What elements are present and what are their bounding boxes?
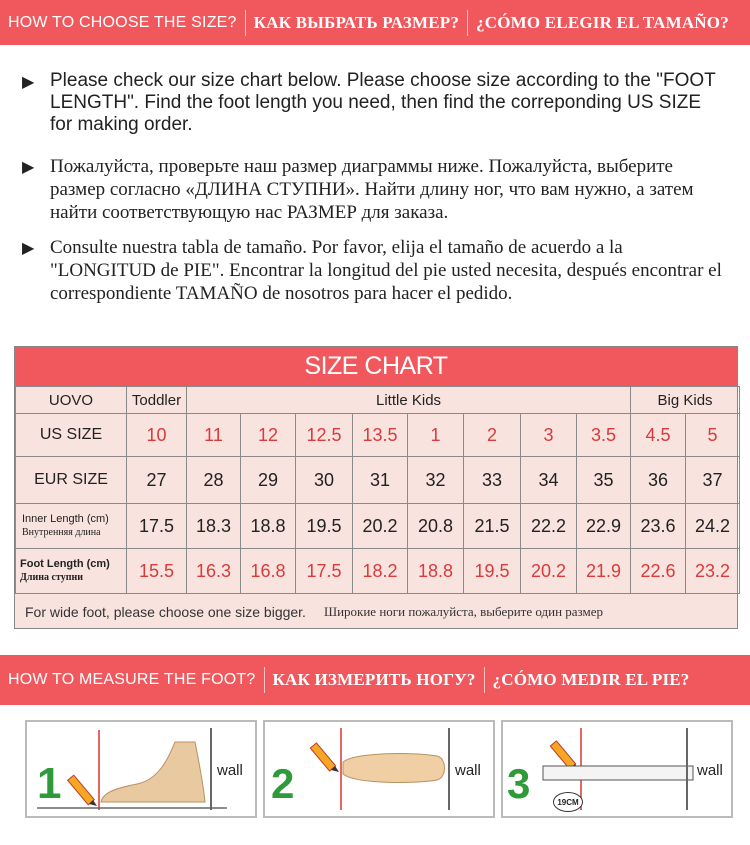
foot-length-cell: 16.3 [187,549,241,594]
wide-foot-note-ru: Широкие ноги пожалуйста, выберите один размер [323,604,604,619]
us-size-cell: 12.5 [296,414,353,457]
eur-size-label: EUR SIZE [16,457,127,504]
foot-length-label-ru: Длина ступни [20,572,84,583]
eur-size-cell: 37 [686,457,740,504]
us-size-cell: 12 [241,414,296,457]
triangle-bullet-icon: ▶ [22,240,35,257]
us-size-label: US SIZE [16,414,127,457]
us-size-cell: 13.5 [353,414,408,457]
inner-length-label-ru: Внутренняя длина [22,527,101,538]
us-size-row [16,414,740,457]
us-size-cell: 4.5 [631,414,686,457]
us-size-cell: 11 [187,414,241,457]
foot-length-cell: 19.5 [464,549,521,594]
inner-length-cell: 23.6 [631,504,686,549]
banner-title-es: ¿CÓMO ELEGIR EL TAMAÑO? [476,12,729,32]
table-header-row [16,387,740,414]
eur-size-cell: 34 [521,457,577,504]
banner-divider [484,667,485,693]
group-little-kids: Little Kids [187,387,631,414]
inner-length-cell: 20.2 [353,504,408,549]
eur-size-cell: 36 [631,457,686,504]
us-size-cell: 3.5 [577,414,631,457]
triangle-bullet-icon: ▶ [22,159,35,176]
eur-size-cell: 28 [187,457,241,504]
measurement-badge: 19CM [553,792,583,812]
inner-length-row [16,504,740,549]
wide-foot-note-en: For wide foot, please choose one size bigger. [25,604,306,620]
foot-length-cell: 18.2 [353,549,408,594]
inner-length-cell: 22.9 [577,504,631,549]
pencil-icon [68,775,97,806]
foot-length-cell: 15.5 [127,549,187,594]
step-number: 1 [37,759,62,808]
measure-step-3 [501,720,733,818]
step-number: 3 [507,760,531,807]
banner-title-ru: КАК ВЫБРАТЬ РАЗМЕР? [253,12,460,32]
foot-length-cell: 22.6 [631,549,686,594]
inner-length-cell: 18.8 [241,504,296,549]
wall-label: wall [455,762,481,779]
instruction-text-ru: Пожалуйста, проверьте наш размер диаграммы ниже. Пожалуйста, выберите размер согласно «ДЛИНА СТУПНИ». Найти длину ног, что вам нужно, а затем найти соответствующую нас РАЗМЕР для заказа. [50,156,694,223]
ruler-icon [543,766,693,780]
wall-label: wall [697,762,723,779]
foot-length-cell: 23.2 [686,549,740,594]
pencil-icon [310,743,339,772]
group-big-kids: Big Kids [631,387,740,414]
inner-length-cell: 22.2 [521,504,577,549]
measure-step-2 [263,720,495,818]
step-number: 2 [271,760,295,807]
inner-length-cell: 21.5 [464,504,521,549]
instruction-text-es: Consulte nuestra tabla de tamaño. Por favor, elija el tamaño de acuerdo a la "LONGITUD de PIE". Encontrar la longitud del pie usted necesita, después encontrar el correspondiente TAMAÑO de nosotros para hacer el pedido. [50,237,722,304]
foot-length-row [16,549,740,594]
foot-length-cell: 17.5 [296,549,353,594]
inner-length-label [16,504,127,549]
foot-length-cell: 18.8 [408,549,464,594]
foot-side-icon [101,742,205,802]
foot-length-cell: 20.2 [521,549,577,594]
instruction-es [22,236,722,305]
inner-length-cell: 24.2 [686,504,740,549]
eur-size-cell: 29 [241,457,296,504]
foot-length-cell: 16.8 [241,549,296,594]
banner-title-en: HOW TO CHOOSE THE SIZE? [8,13,237,31]
eur-size-cell: 32 [408,457,464,504]
measure-title-en: HOW TO MEASURE THE FOOT? [8,671,256,688]
inner-length-cell: 18.3 [187,504,241,549]
us-size-cell: 5 [686,414,740,457]
inner-length-cell: 20.8 [408,504,464,549]
banner-divider [245,10,246,36]
foot-length-label-en: Foot Length (cm) [20,558,110,570]
measure-title-ru: КАК ИЗМЕРИТЬ НОГУ? [272,670,476,689]
size-chart [14,346,738,629]
eur-size-cell: 27 [127,457,187,504]
eur-size-cell: 35 [577,457,631,504]
banner-divider [467,10,468,36]
foot-top-icon [343,754,445,783]
group-toddler: Toddler [127,387,187,414]
size-guide-banner [0,0,750,45]
inner-length-cell: 19.5 [296,504,353,549]
eur-size-cell: 31 [353,457,408,504]
inner-length-cell: 17.5 [127,504,187,549]
size-table [15,386,740,594]
size-chart-title: SIZE CHART [15,347,737,386]
us-size-cell: 2 [464,414,521,457]
us-size-cell: 1 [408,414,464,457]
foot-length-cell: 21.9 [577,549,631,594]
us-size-cell: 3 [521,414,577,457]
measure-title-es: ¿CÓMO MEDIR EL PIE? [492,670,690,689]
instruction-en [22,70,722,136]
foot-length-label [16,549,127,594]
inner-length-label-en: Inner Length (cm) [22,513,109,525]
eur-size-cell: 30 [296,457,353,504]
banner-divider [264,667,265,693]
us-size-cell: 10 [127,414,187,457]
brand-cell: UOVO [16,387,127,414]
instruction-text-en: Please check our size chart below. Please choose size according to the "FOOT LENGTH". Find the foot length you need, then find the correponding US SIZE for making order. [50,70,716,135]
triangle-bullet-icon: ▶ [22,74,35,91]
instruction-ru [22,155,722,224]
eur-size-cell: 33 [464,457,521,504]
measure-banner [0,655,750,705]
wall-label: wall [217,762,243,779]
measure-step-1 [25,720,257,818]
eur-size-row [16,457,740,504]
wide-foot-note [15,594,737,630]
